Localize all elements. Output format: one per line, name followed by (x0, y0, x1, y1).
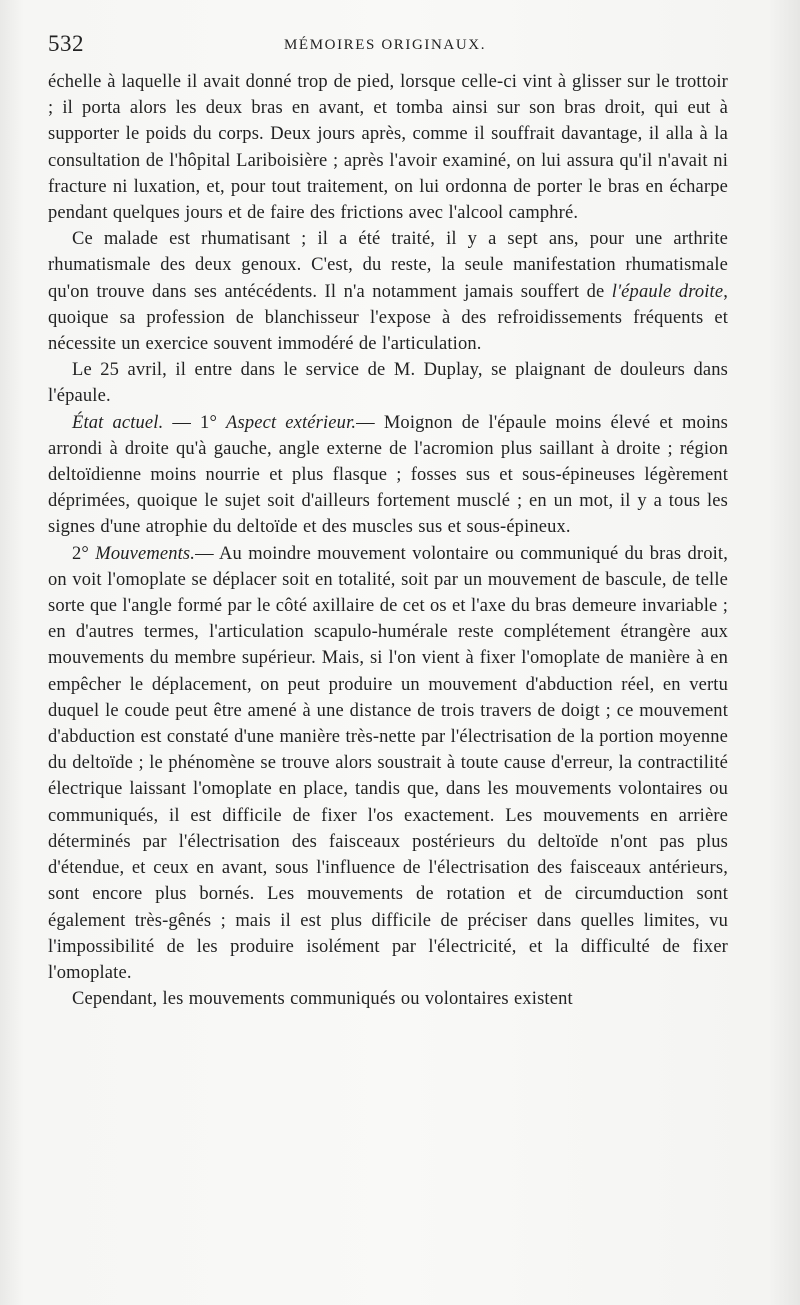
subheading-aspect-exterieur: Aspect extérieur. (226, 412, 357, 433)
paragraph-5 (48, 541, 728, 986)
paragraph-3 (48, 357, 728, 409)
subheading-mouvements: Mouvements. (95, 543, 196, 564)
section-heading-etat-actuel: État actuel. (72, 412, 164, 433)
page-number: 532 (48, 31, 84, 56)
paragraph-1 (48, 69, 728, 226)
paragraph-4 (48, 410, 728, 541)
subheading-number: 2° (72, 543, 96, 564)
paragraph-4-text: — Moignon de l'épaule moins élevé et moins arrondi à droite qu'à gauche, angle externe de l'acromion plus saillant à droite ; région deltoïdienne moins nourrie et plus flasque ; fosses sus et sous-épineuses légèrement déprimées, quoique le sujet soit d'ailleurs fortement musclé ; en un mot, il y a tous les signes d'une atrophie du deltoïde et des muscles sus et sous-épineux. (48, 412, 728, 538)
body-text (48, 69, 728, 1012)
paragraph-2-text-before: Ce malade est rhumatisant ; il a été traité, il y a sept ans, pour une arthrite rhumatismale des deux genoux. C'est, du reste, la seule manifestation rhumatismale qu'on trouve dans ses antécédents. Il n'a notamment jamais souffert de (48, 229, 728, 302)
paragraph-1-text: échelle à laquelle il avait donné trop de pied, lorsque celle-ci vint à glisser sur le trottoir ; il porta alors les deux bras en avant, et tomba ainsi sur son bras droit, qui eut à supporter le poids du corps. Deux jours après, comme il souffrait davantage, il alla à la consultation de l'hôpital Lariboisière ; après l'avoir examiné, on lui assura qu'il n'avait ni fracture ni luxation, et, pour tout traitement, on lui ordonna de porter le bras en écharpe pendant quelques jours et de faire des frictions avec l'alcool camphré. (48, 72, 728, 224)
paragraph-2 (48, 226, 728, 357)
page-header (48, 31, 736, 57)
paragraph-2-emphasis: l'épaule droite (611, 281, 724, 302)
paragraph-2-text-after: , quoique sa profession de blanchisseur l'expose à des refroidissements fréquents et nécessite un exercice souvent immodéré de l'articulation. (48, 281, 728, 355)
paragraph-5-text: — Au moindre mouvement volontaire ou communiqué du bras droit, on voit l'omoplate se déplacer soit en totalité, soit par un mouvement de bascule, de telle sorte que l'angle formé par le côté axillaire de cet os et l'axe du bras demeure invariable ; en d'autres termes, l'articulation scapulo-humérale reste complétement étrangère aux mouvements du membre supérieur. Mais, si l'on vient à fixer l'omoplate de manière à en empêcher le déplacement, on peut produire un mouvement d'abduction réel, en vertu duquel le coude peut être amené à une distance de trois travers de doigt ; ce mouvement d'abduction est constaté d'une manière très-nette par l'électrisation de la portion moyenne du deltoïde ; le phénomène se trouve alors soustrait à toute cause d'erreur, la contractilité électrique laissant l'omoplate en place, tandis que, dans les mouvements volontaires ou communiqués, il est difficile de fixer l'os exactement. Les mouvements en arrière déterminés par l'électrisation des faisceaux postérieurs du deltoïde n'ont pas plus d'étendue, et ceux en avant, sous l'influence de l'électrisation des faisceaux antérieurs, sont encore plus bornés. Les mouvements de rotation et de circumduction sont également très-gênés ; mais il est plus difficile de préciser dans quelles limites, vu l'impossibilité de les produire isolément par l'électricité, et la difficulté de fixer l'omoplate. (48, 543, 728, 983)
running-title: MÉMOIRES ORIGINAUX. (284, 37, 487, 53)
section-separator: — 1° (163, 412, 227, 433)
paragraph-6-text: Cependant, les mouvements communiqués ou volontaires existent (72, 989, 573, 1010)
paragraph-6 (48, 986, 728, 1012)
paragraph-3-text: Le 25 avril, il entre dans le service de M. Duplay, se plaignant de douleurs dans l'épaule. (48, 360, 728, 407)
